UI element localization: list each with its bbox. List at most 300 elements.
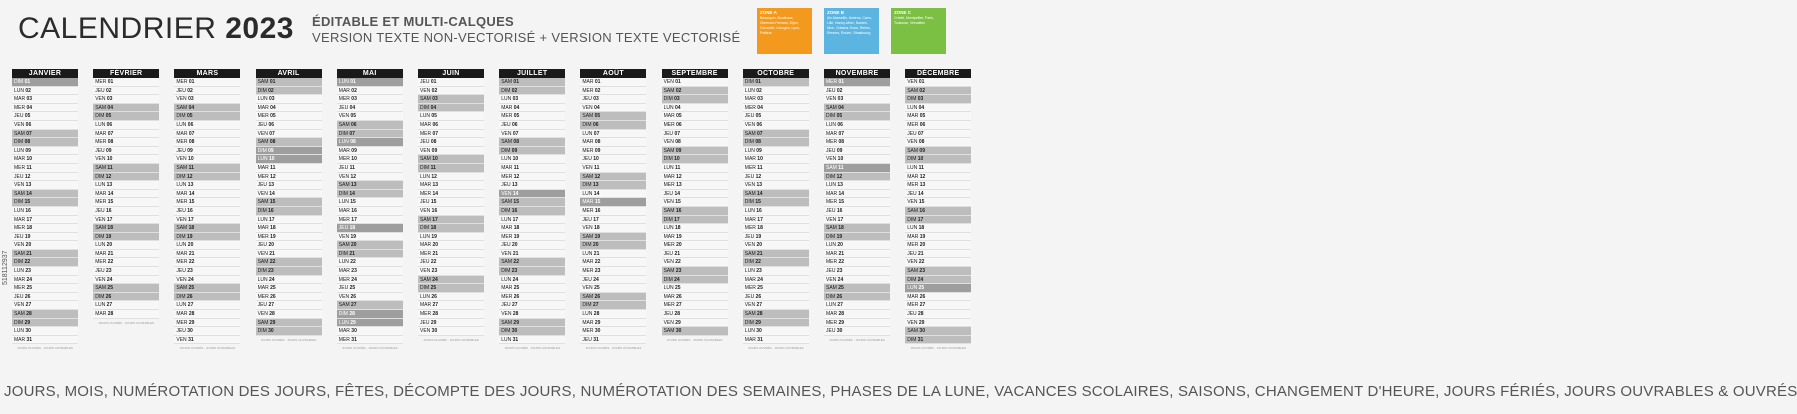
day-row: VEN 28 (256, 310, 322, 319)
day-row: MAR 04 (499, 104, 565, 113)
day-row: DIM 08 (743, 138, 809, 147)
day-row: DIM 25 (418, 284, 484, 293)
day-row: JEU 23 (93, 267, 159, 276)
day-row: MAR 20 (418, 241, 484, 250)
day-row: MAR 26 (905, 293, 971, 302)
day-row: JEU 19 (12, 233, 78, 242)
day-row: DIM 01 (743, 78, 809, 87)
day-row: MER 25 (12, 284, 78, 293)
day-row: MER 07 (418, 130, 484, 139)
day-row: MAR 23 (337, 267, 403, 276)
day-row: MAR 13 (418, 181, 484, 190)
day-row: LUN 16 (12, 207, 78, 216)
day-row: VEN 17 (93, 216, 159, 225)
day-row: DIM 23 (256, 267, 322, 276)
day-row: JEU 26 (743, 293, 809, 302)
day-row: SAM 09 (905, 147, 971, 156)
day-row: JEU 28 (662, 310, 728, 319)
day-row: VEN 27 (743, 301, 809, 310)
day-row: LUN 18 (662, 224, 728, 233)
day-row: LUN 04 (905, 104, 971, 113)
day-row: LUN 18 (905, 224, 971, 233)
day-row: MAR 28 (174, 310, 240, 319)
day-row: VEN 23 (418, 267, 484, 276)
day-row: LUN 17 (256, 216, 322, 225)
month-footer: JOURS OUVRÉS · JOURS OUVRABLES (585, 346, 642, 351)
day-row: VEN 05 (337, 112, 403, 121)
day-row: JEU 31 (580, 336, 646, 345)
day-row: DIM 05 (93, 112, 159, 121)
day-row: MER 19 (256, 233, 322, 242)
day-row: VEN 06 (743, 121, 809, 130)
day-row: JEU 06 (499, 121, 565, 130)
day-row: JEU 16 (824, 207, 890, 216)
day-row: MER 30 (580, 327, 646, 336)
month-footer: JOURS OUVRÉS · JOURS OUVRABLES (341, 346, 398, 351)
day-row: MER 08 (174, 138, 240, 147)
day-row: VEN 17 (174, 216, 240, 225)
day-row: MAR 12 (662, 173, 728, 182)
day-row: LUN 06 (174, 121, 240, 130)
months-grid (12, 69, 988, 369)
day-row: SAM 11 (93, 164, 159, 173)
month-name: JANVIER (12, 69, 78, 78)
month-février (93, 69, 159, 369)
day-row: MER 04 (743, 104, 809, 113)
day-row: LUN 20 (174, 241, 240, 250)
day-row: LUN 27 (174, 301, 240, 310)
day-row: DIM 22 (12, 258, 78, 267)
day-row: LUN 09 (743, 147, 809, 156)
day-row: VEN 30 (418, 327, 484, 336)
day-row: JEU 17 (580, 216, 646, 225)
day-row: MAR 11 (499, 164, 565, 173)
day-row: MAR 01 (580, 78, 646, 87)
day-row: SAM 11 (824, 164, 890, 173)
day-row: VEN 29 (662, 319, 728, 328)
month-name: NOVEMBRE (824, 69, 890, 78)
day-row: JEU 08 (418, 138, 484, 147)
day-row: SAM 06 (337, 121, 403, 130)
day-row: JEU 20 (256, 241, 322, 250)
day-row: JEU 02 (93, 87, 159, 96)
day-row: VEN 14 (256, 190, 322, 199)
day-row: SAM 17 (418, 216, 484, 225)
zone-a-legend: ZONE A Besançon, Bordeaux, Clermont-Ferrand, Dijon, Grenoble, Limoges, Lyon, Poitiers (757, 8, 812, 54)
day-row: SAM 15 (256, 198, 322, 207)
day-row: VEN 03 (93, 95, 159, 104)
day-row: DIM 30 (256, 327, 322, 336)
day-row: VEN 04 (580, 104, 646, 113)
day-row: LUN 02 (743, 87, 809, 96)
month-name: AVRIL (256, 69, 322, 78)
day-row: DIM 13 (580, 181, 646, 190)
day-row: MAR 26 (662, 293, 728, 302)
day-row: SAM 29 (499, 319, 565, 328)
day-row: LUN 16 (743, 207, 809, 216)
day-row: SAM 07 (743, 130, 809, 139)
day-row: VEN 03 (174, 95, 240, 104)
day-row: LUN 30 (743, 327, 809, 336)
month-footer: JOURS OUVRÉS · JOURS OUVRABLES (747, 346, 804, 351)
day-row: JEU 24 (580, 276, 646, 285)
month-footer: JOURS OUVRÉS · JOURS OUVRABLES (98, 320, 155, 325)
day-row: DIM 26 (174, 293, 240, 302)
day-row: VEN 06 (12, 121, 78, 130)
day-row: MAR 15 (580, 198, 646, 207)
day-row: VEN 07 (499, 130, 565, 139)
day-row: JEU 09 (93, 147, 159, 156)
day-row: JEU 09 (174, 147, 240, 156)
day-row: LUN 11 (662, 164, 728, 173)
day-row: SAM 25 (174, 284, 240, 293)
day-row: VEN 02 (418, 87, 484, 96)
day-row: DIM 16 (499, 207, 565, 216)
day-row: LUN 03 (499, 95, 565, 104)
day-row: VEN 31 (174, 336, 240, 345)
day-row: DIM 09 (499, 147, 565, 156)
day-row: LUN 26 (418, 293, 484, 302)
day-row: DIM 02 (256, 87, 322, 96)
day-row: VEN 19 (337, 233, 403, 242)
day-row: VEN 22 (662, 258, 728, 267)
day-row: VEN 24 (824, 276, 890, 285)
day-row: MER 18 (743, 224, 809, 233)
day-row: MER 22 (93, 258, 159, 267)
day-row: SAM 18 (824, 224, 890, 233)
day-row: DIM 14 (337, 190, 403, 199)
day-row: LUN 27 (824, 301, 890, 310)
day-row: MAR 17 (743, 216, 809, 225)
day-row: DIM 11 (418, 164, 484, 173)
zone-b-legend: ZONE B Aix-Marseille, Amiens, Caen, Lille, Nancy-Metz, Nantes, Nice, Orléans-Tours, Reims, Rennes, Rouen, Strasbourg (824, 8, 879, 54)
day-row: MAR 19 (662, 233, 728, 242)
day-row: JEU 01 (418, 78, 484, 87)
day-row: VEN 27 (12, 301, 78, 310)
day-row: LUN 22 (337, 258, 403, 267)
day-row: DIM 15 (12, 198, 78, 207)
day-row: SAM 21 (743, 250, 809, 259)
day-row: MER 06 (662, 121, 728, 130)
day-row: DIM 03 (905, 95, 971, 104)
day-row: VEN 26 (337, 293, 403, 302)
day-row: LUN 25 (905, 284, 971, 293)
day-row: VEN 18 (580, 224, 646, 233)
day-row: JEU 02 (174, 87, 240, 96)
day-row: MAR 29 (580, 319, 646, 328)
day-row: MAR 30 (337, 327, 403, 336)
day-row: JEU 22 (418, 258, 484, 267)
day-row: MER 06 (905, 121, 971, 130)
month-name: DÉCEMBRE (905, 69, 971, 78)
day-row: MAR 03 (12, 95, 78, 104)
day-row: MER 19 (499, 233, 565, 242)
month-footer: JOURS OUVRÉS · JOURS OUVRABLES (260, 337, 317, 342)
day-row: MER 26 (256, 293, 322, 302)
day-row: DIM 20 (580, 241, 646, 250)
day-row: DIM 02 (499, 87, 565, 96)
day-row: MER 29 (824, 319, 890, 328)
day-row: MAR 25 (499, 284, 565, 293)
day-row: DIM 24 (662, 276, 728, 285)
day-row: VEN 10 (174, 155, 240, 164)
day-row: SAM 28 (12, 310, 78, 319)
day-row: VEN 20 (743, 241, 809, 250)
day-row: VEN 24 (174, 276, 240, 285)
day-row: LUN 29 (337, 319, 403, 328)
day-row: MER 23 (580, 267, 646, 276)
day-row: DIM 09 (256, 147, 322, 156)
day-row: LUN 13 (824, 181, 890, 190)
day-row: VEN 07 (256, 130, 322, 139)
day-row: LUN 10 (256, 155, 322, 164)
day-row: MAR 12 (905, 173, 971, 182)
day-row: SAM 08 (256, 138, 322, 147)
day-row: JEU 16 (174, 207, 240, 216)
day-row: MER 13 (905, 181, 971, 190)
day-row: JEU 21 (905, 250, 971, 259)
day-row: JEU 07 (905, 130, 971, 139)
day-row: MAR 11 (256, 164, 322, 173)
day-row: MAR 10 (12, 155, 78, 164)
day-row: JEU 03 (580, 95, 646, 104)
day-row: MER 15 (174, 198, 240, 207)
day-row: SAM 22 (499, 258, 565, 267)
day-row: MER 27 (662, 301, 728, 310)
month-janvier (12, 69, 78, 369)
day-row: MAR 14 (93, 190, 159, 199)
day-row: LUN 13 (174, 181, 240, 190)
day-row: DIM 28 (337, 310, 403, 319)
day-row: VEN 10 (93, 155, 159, 164)
day-row: DIM 10 (905, 155, 971, 164)
day-row: VEN 29 (905, 319, 971, 328)
day-row: MAR 08 (580, 138, 646, 147)
day-row: SAM 08 (499, 138, 565, 147)
day-row: JEU 11 (337, 164, 403, 173)
day-row: DIM 17 (662, 216, 728, 225)
day-row: MER 28 (418, 310, 484, 319)
day-row: DIM 17 (905, 216, 971, 225)
day-row: MAR 02 (337, 87, 403, 96)
day-row: SAM 30 (905, 327, 971, 336)
day-row: MAR 22 (580, 258, 646, 267)
side-reference: 518112937 (2, 250, 9, 285)
day-row: MAR 28 (824, 310, 890, 319)
month-name: JUIN (418, 69, 484, 78)
day-row: MER 22 (824, 258, 890, 267)
day-row: DIM 19 (93, 233, 159, 242)
day-row: DIM 26 (93, 293, 159, 302)
day-row: JEU 05 (12, 112, 78, 121)
day-row: LUN 01 (337, 78, 403, 87)
month-novembre (824, 69, 890, 369)
day-row: MER 12 (256, 173, 322, 182)
day-row: JEU 16 (93, 207, 159, 216)
day-row: JEU 30 (174, 327, 240, 336)
day-row: SAM 22 (256, 258, 322, 267)
day-row: MER 02 (580, 87, 646, 96)
day-row: MER 08 (93, 138, 159, 147)
day-row: MER 24 (337, 276, 403, 285)
day-row: VEN 13 (743, 181, 809, 190)
day-row: LUN 24 (256, 276, 322, 285)
day-row: LUN 20 (93, 241, 159, 250)
day-row: VEN 12 (337, 173, 403, 182)
day-row: JEU 18 (337, 224, 403, 233)
day-row: DIM 10 (662, 155, 728, 164)
day-row: SAM 26 (580, 293, 646, 302)
day-row: SAM 23 (662, 267, 728, 276)
day-row: VEN 21 (499, 250, 565, 259)
month-name: MARS (174, 69, 240, 78)
day-row: SAM 30 (662, 327, 728, 336)
day-row: JEU 05 (743, 112, 809, 121)
day-row: SAM 14 (12, 190, 78, 199)
day-row: DIM 27 (580, 301, 646, 310)
day-row: SAM 11 (174, 164, 240, 173)
day-row: DIM 15 (743, 198, 809, 207)
day-row: SAM 09 (662, 147, 728, 156)
day-row: MAR 14 (824, 190, 890, 199)
day-row: MER 21 (418, 250, 484, 259)
day-row: VEN 15 (662, 198, 728, 207)
day-row: MAR 21 (174, 250, 240, 259)
day-row: DIM 24 (905, 276, 971, 285)
day-row: SAM 16 (662, 207, 728, 216)
day-row: MAR 07 (93, 130, 159, 139)
day-row: MAR 31 (12, 336, 78, 345)
day-row: JEU 26 (12, 293, 78, 302)
day-row: LUN 23 (743, 267, 809, 276)
day-row: DIM 08 (12, 138, 78, 147)
day-row: LUN 28 (580, 310, 646, 319)
day-row: SAM 24 (418, 276, 484, 285)
day-row: MAR 18 (499, 224, 565, 233)
day-row: MER 15 (824, 198, 890, 207)
day-row: VEN 20 (12, 241, 78, 250)
month-name: FÉVRIER (93, 69, 159, 78)
day-row: SAM 07 (12, 130, 78, 139)
day-row: JEU 12 (743, 173, 809, 182)
month-footer: JOURS OUVRÉS · JOURS OUVRABLES (504, 346, 561, 351)
day-row: LUN 06 (824, 121, 890, 130)
day-row: JEU 29 (418, 319, 484, 328)
day-row: MER 22 (174, 258, 240, 267)
zone-c-legend: ZONE C Créteil, Montpellier, Paris, Toulouse, Versailles (891, 8, 946, 54)
day-row: MER 25 (743, 284, 809, 293)
day-row: MER 13 (662, 181, 728, 190)
day-row: DIM 29 (12, 319, 78, 328)
day-row: DIM 19 (174, 233, 240, 242)
day-row: MER 05 (256, 112, 322, 121)
day-row: JEU 27 (256, 301, 322, 310)
day-row: VEN 08 (905, 138, 971, 147)
day-row: MAR 21 (93, 250, 159, 259)
day-row: SAM 18 (93, 224, 159, 233)
day-row: SAM 23 (905, 267, 971, 276)
day-row: MAR 16 (337, 207, 403, 216)
day-row: MAR 27 (418, 301, 484, 310)
day-row: VEN 15 (905, 198, 971, 207)
day-row: SAM 12 (580, 173, 646, 182)
day-row: SAM 16 (905, 207, 971, 216)
day-row: LUN 21 (580, 250, 646, 259)
day-row: DIM 29 (743, 319, 809, 328)
day-row: DIM 04 (418, 104, 484, 113)
day-row: LUN 07 (580, 130, 646, 139)
month-name: AOÛT (580, 69, 646, 78)
day-row: VEN 28 (499, 310, 565, 319)
day-row: SAM 15 (499, 198, 565, 207)
day-row: JEU 07 (662, 130, 728, 139)
day-row: MER 05 (499, 112, 565, 121)
day-row: LUN 08 (337, 138, 403, 147)
day-row: DIM 19 (824, 233, 890, 242)
day-row: MER 01 (93, 78, 159, 87)
day-row: SAM 14 (743, 190, 809, 199)
day-row: MAR 14 (174, 190, 240, 199)
subtitle-version: VERSION TEXTE NON-VECTORISÉ + VERSION TEXTE VECTORISÉ (312, 30, 741, 45)
day-row: JEU 04 (337, 104, 403, 113)
day-row: LUN 13 (93, 181, 159, 190)
day-row: DIM 18 (418, 224, 484, 233)
subtitle-editable: ÉDITABLE ET MULTI-CALQUES (312, 14, 515, 29)
day-row: SAM 04 (174, 104, 240, 113)
month-septembre (662, 69, 728, 369)
day-row: MAR 17 (12, 216, 78, 225)
month-avril (256, 69, 322, 369)
month-juin (418, 69, 484, 369)
day-row: DIM 30 (499, 327, 565, 336)
day-row: MER 15 (93, 198, 159, 207)
day-row: VEN 14 (499, 190, 565, 199)
month-octobre (743, 69, 809, 369)
day-row: MER 04 (12, 104, 78, 113)
day-row: MER 01 (824, 78, 890, 87)
day-row: MER 09 (580, 147, 646, 156)
day-row: DIM 22 (743, 258, 809, 267)
day-row: VEN 16 (418, 207, 484, 216)
day-row: JEU 14 (662, 190, 728, 199)
day-row: MER 12 (499, 173, 565, 182)
day-row: SAM 20 (337, 241, 403, 250)
day-row: SAM 04 (824, 104, 890, 113)
month-août (580, 69, 646, 369)
day-row: JEU 21 (662, 250, 728, 259)
day-row: DIM 12 (824, 173, 890, 182)
day-row: LUN 24 (499, 276, 565, 285)
day-row: MER 10 (337, 155, 403, 164)
header (0, 0, 1000, 56)
month-name: MAI (337, 69, 403, 78)
day-row: VEN 24 (93, 276, 159, 285)
day-row: MAR 19 (905, 233, 971, 242)
day-row: MAR 31 (743, 336, 809, 345)
month-footer: JOURS OUVRÉS · JOURS OUVRABLES (17, 346, 73, 351)
day-row: SAM 21 (12, 250, 78, 259)
day-row: DIM 26 (824, 293, 890, 302)
day-row: DIM 16 (256, 207, 322, 216)
day-row: VEN 13 (12, 181, 78, 190)
month-name: SEPTEMBRE (662, 69, 728, 78)
day-row: SAM 01 (256, 78, 322, 87)
day-row: JEU 10 (580, 155, 646, 164)
day-row: VEN 01 (662, 78, 728, 87)
day-row: LUN 05 (418, 112, 484, 121)
day-row: LUN 09 (12, 147, 78, 156)
day-row: MAR 21 (824, 250, 890, 259)
